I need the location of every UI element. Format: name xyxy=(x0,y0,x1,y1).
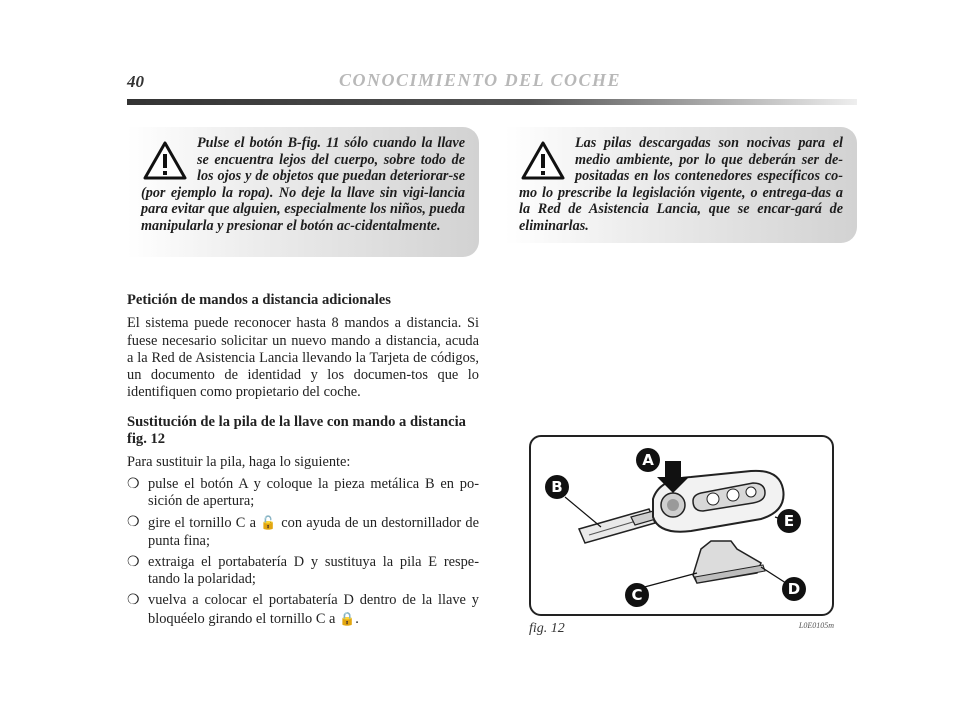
warning-triangle-icon xyxy=(143,141,187,181)
list-item: ❍ gire el tornillo C a 🔓 con ayuda de un destornillador de punta fina; xyxy=(127,515,479,549)
bullet-circle-icon: ❍ xyxy=(127,554,140,570)
section-body-additional-remotes: El sistema puede reconocer hasta 8 mandos a distancia. Si fuese necesario solicitar un nuevo mando a distancia, acuda a la Red de Asistencia Lancia llevando la Tarjeta de códigos, un documento de identidad y los documen-tos que lo identifiquen como propietario del coche. xyxy=(127,315,479,401)
svg-text:B: B xyxy=(551,478,563,496)
section-heading-additional-remotes: Petición de mandos a distancia adicionales xyxy=(127,292,391,308)
bullet-circle-icon: ❍ xyxy=(127,593,140,609)
warning-triangle-icon xyxy=(521,141,565,181)
list-item: ❍ pulse el botón A y coloque la pieza metálica B en po-sición de apertura; xyxy=(127,475,479,509)
key-remote-drawing xyxy=(531,437,832,614)
figure-12-key-illustration xyxy=(529,435,834,616)
lock-icon: 🔒 xyxy=(339,610,356,626)
svg-text:E: E xyxy=(783,512,795,530)
bullet-circle-icon: ❍ xyxy=(127,476,140,492)
label-b xyxy=(545,475,569,499)
section-intro: Para sustituir la pila, haga lo siguiente: xyxy=(127,454,351,471)
section-heading-battery-replacement: Sustitución de la pila de la llave con mando a distancia fig. 12 xyxy=(127,413,466,448)
warning-box-batteries xyxy=(505,127,857,243)
steps-list xyxy=(127,476,479,628)
page-number: 40 xyxy=(127,72,144,91)
main-text-column xyxy=(127,292,479,632)
list-item: ❍ extraiga el portabatería D y sustituya la pila E respe-tando la polaridad; xyxy=(127,553,479,588)
bullet-circle-icon: ❍ xyxy=(127,515,140,531)
figure-caption: fig. 12 xyxy=(529,621,565,636)
unlock-icon: 🔓 xyxy=(260,515,278,531)
figure-code: L0E0105m xyxy=(798,621,834,630)
warning-text: Pulse el botón B-fig. 11 sólo cuando la llave se encuentra lejos del cuerpo, sobre todo de los ojos y de objetos que puedan deteriorar-se (por ejemplo la ropa). No deje la llave sin vigi-lancia para evitar que alguien, especialmente los niños, pueda manipularla y presionar el botón ac-cidentalmente. xyxy=(141,135,465,234)
label-e xyxy=(777,509,801,533)
svg-text:C: C xyxy=(631,586,643,604)
header-rule xyxy=(127,99,857,105)
list-item: ❍ vuelva a colocar el portabatería D dentro de la llave y bloquéelo girando el tornillo C a 🔒. xyxy=(127,592,479,627)
running-title: CONOCIMIENTO DEL COCHE xyxy=(338,70,622,90)
label-d xyxy=(782,577,806,601)
warning-box-key-button xyxy=(127,127,479,257)
warning-text: Las pilas descargadas son nocivas para el medio ambiente, por lo que deberán ser de-positadas en los contenedores específicos co-mo lo prescribe la legislación vigente, o entrega-das a la Red de Asistencia Lancia, que se encar-gará de eliminarlas. xyxy=(519,135,843,234)
svg-text:D: D xyxy=(787,580,801,598)
label-c xyxy=(625,583,649,607)
label-a xyxy=(636,448,660,472)
svg-text:A: A xyxy=(642,451,654,469)
